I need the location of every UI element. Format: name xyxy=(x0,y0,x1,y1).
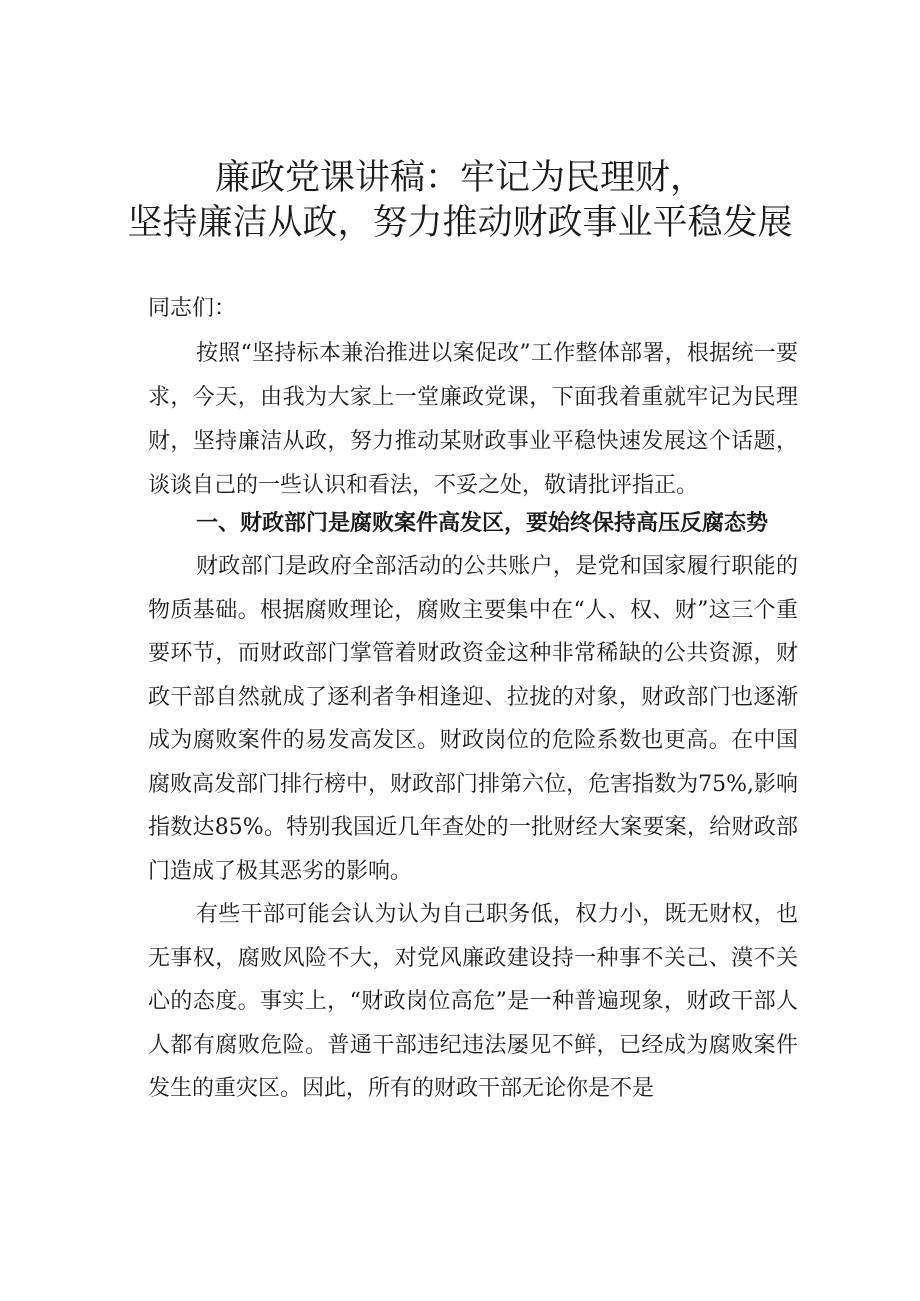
paragraph-intro: 按照“坚持标本兼治推进以案促改”工作整体部署，根据统一要求，今天，由我为大家上一堂廉政党课，下面我着重就牢记为民理财，坚持廉洁从政，努力推动某财政事业平稳快速发展这个话题，谈谈自己的一些认识和看法，不妥之处，敬请批评指正。 xyxy=(148,341,798,498)
paragraph-section-1-b: 有些干部可能会认为认为自己职务低，权力小，既无财权，也无事权，腐败风险不大，对党风廉政建设持一种事不关己、漠不关心的态度。事实上，“财政岗位高危”是一种普遍现象，财政干部人人都有腐败危险。普通干部违纪违法屡见不鲜，已经成为腐败案件发生的重灾区。因此，所有的财政干部无论你是不是 xyxy=(148,902,798,1101)
document-title-line-1: 廉政党课讲稿：牢记为民理财， xyxy=(214,158,705,198)
paragraph-section-1-a: 财政部门是政府全部活动的公共账户，是党和国家履行职能的物质基础。根据腐败理论，腐败主要集中在“人、权、财”这三个重要环节，而财政部门掌管着财政资金这种非常稀缺的公共资源，财政干部自然就成了逐利者争相逢迎、拉拢的对象，财政部门也逐渐成为腐败案件的易发高发区。财政岗位的危险系数也更高。在中国腐败高发部门排行榜中，财政部门排第六位，危害指数为75%,影响指数达85%。特别我国近几年查处的一批财经大案要案，给财政部门造成了极其恶劣的影响。 xyxy=(148,554,798,884)
document-title-line-2: 坚持廉洁从政，努力推动财政事业平稳发展 xyxy=(127,203,793,243)
section-heading-1: 一、财政部门是腐败案件高发区，要始终保持高压反腐态势 xyxy=(196,511,769,536)
salutation: 同志们： xyxy=(148,296,237,321)
